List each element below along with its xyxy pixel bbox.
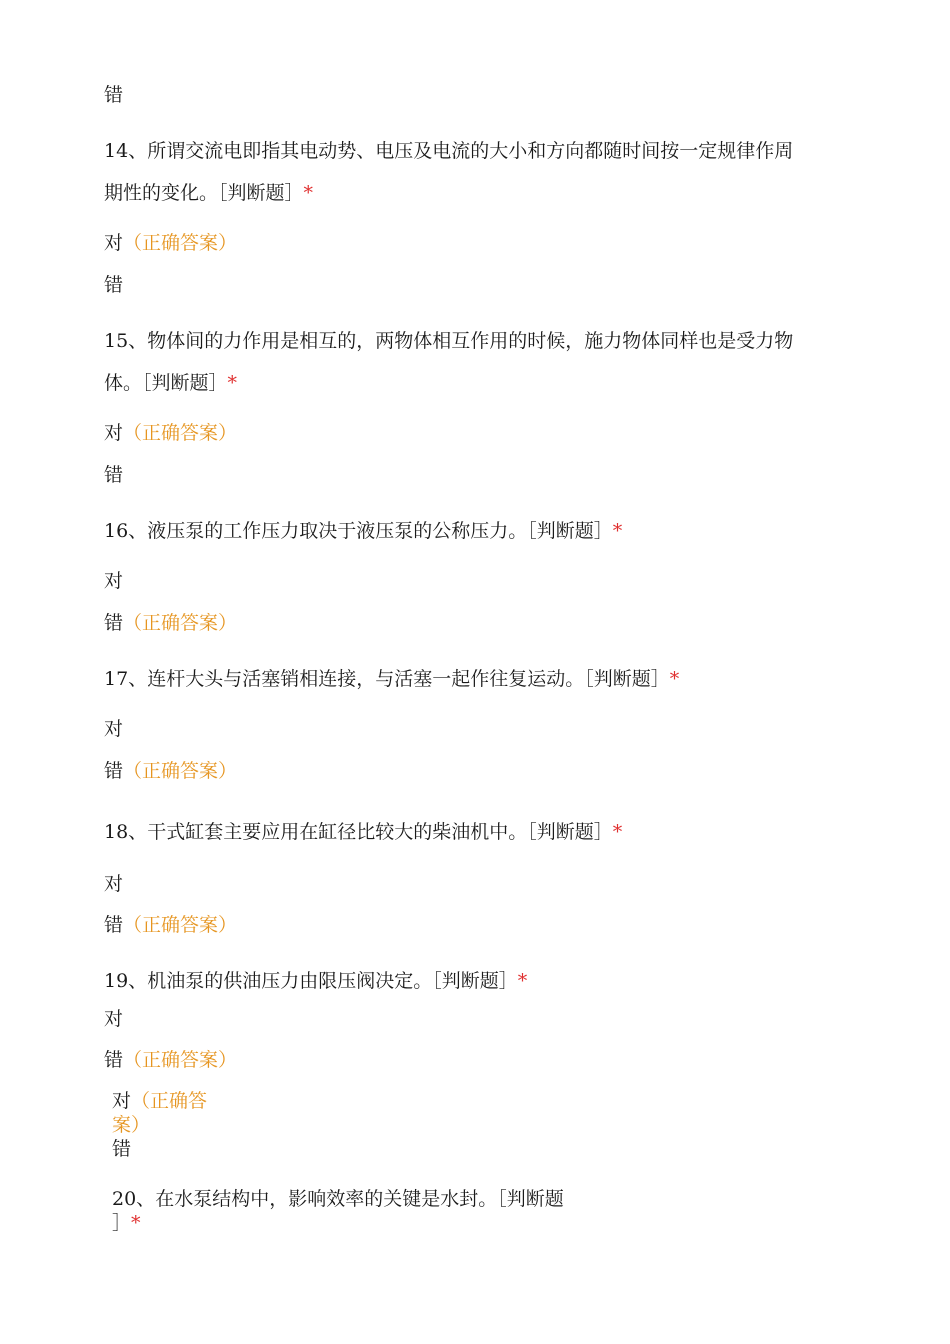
option-label: 对 (104, 873, 124, 895)
question-text: 体。 (104, 372, 143, 394)
q13-option-false[interactable] (104, 83, 123, 107)
correct-answer-tag-part2: 案） (112, 1114, 151, 1136)
question-14-option-false[interactable] (104, 273, 123, 297)
correct-answer-tag: （正确答案） (123, 1049, 238, 1071)
question-text: 物体间的力作用是相互的，两物体相互作用的时候，施力物体同样也是受力物 (147, 330, 794, 352)
question-14-text-line1 (104, 139, 793, 163)
narrow-option-true[interactable] (112, 1089, 207, 1113)
option-label: 对 (104, 232, 124, 254)
question-18-option-false[interactable] (104, 913, 237, 937)
question-number: 16、 (104, 520, 148, 542)
required-mark: * (517, 970, 528, 992)
option-label: 错 (104, 84, 124, 106)
question-16-option-false[interactable] (104, 611, 237, 635)
option-label: 对 (104, 570, 124, 592)
option-label: 错 (104, 612, 124, 634)
question-15-text-line2 (104, 371, 237, 395)
question-number: 18、 (104, 821, 148, 843)
question-text: 连杆大头与活塞销相连接，与活塞一起作往复运动。 (147, 668, 585, 690)
question-type-tag: ［判断题］ (432, 970, 518, 992)
narrow-option-false[interactable] (112, 1137, 131, 1161)
question-number: 14、 (104, 140, 148, 162)
question-20-text-line1 (112, 1187, 564, 1211)
option-label: 对 (104, 1008, 124, 1030)
question-text: 干式缸套主要应用在缸径比较大的柴油机中。 (147, 821, 528, 843)
correct-answer-tag: （正确答案） (123, 422, 238, 444)
question-number: 17、 (104, 668, 148, 690)
correct-answer-tag: （正确答案） (123, 914, 238, 936)
option-label: 错 (112, 1138, 132, 1160)
question-type-tag: ［判断题］ (142, 372, 228, 394)
question-20-text-line2 (112, 1211, 141, 1235)
correct-answer-tag-part1: （正确答 (131, 1090, 208, 1112)
option-label: 错 (104, 760, 124, 782)
option-label: 错 (104, 914, 124, 936)
question-text: 在水泵结构中，影响效率的关键是水封。 (155, 1188, 498, 1210)
question-number: 19、 (104, 970, 148, 992)
correct-answer-tag: （正确答案） (123, 612, 238, 634)
question-19-option-true[interactable] (104, 1007, 123, 1031)
question-text: 期性的变化。 (104, 182, 219, 204)
question-14-option-true[interactable] (104, 231, 237, 255)
question-19-text (104, 969, 527, 993)
option-label: 错 (104, 464, 124, 486)
question-number: 20、 (112, 1188, 156, 1210)
question-type-tag: ［判断题］ (584, 668, 670, 690)
question-19-option-false[interactable] (104, 1048, 237, 1072)
option-label: 对 (112, 1090, 132, 1112)
option-label: 错 (104, 1049, 124, 1071)
question-15-option-false[interactable] (104, 463, 123, 487)
required-mark: * (227, 372, 238, 394)
question-text: 液压泵的工作压力取决于液压泵的公称压力。 (147, 520, 528, 542)
question-16-text (104, 519, 622, 543)
question-17-option-true[interactable] (104, 717, 123, 741)
question-type-tag: ［判断题］ (527, 520, 613, 542)
question-type-tag-part1: ［判断题 (497, 1188, 564, 1210)
question-type-tag: ［判断题］ (218, 182, 304, 204)
narrow-correct-tag-wrap (112, 1113, 150, 1137)
correct-answer-tag: （正确答案） (123, 760, 238, 782)
question-17-option-false[interactable] (104, 759, 237, 783)
question-14-text-line2 (104, 181, 313, 205)
option-label: 错 (104, 274, 124, 296)
question-text: 所谓交流电即指其电动势、电压及电流的大小和方向都随时间按一定规律作周 (147, 140, 794, 162)
question-type-tag-part2: ］ (112, 1212, 132, 1234)
required-mark: * (669, 668, 680, 690)
question-text: 机油泵的供油压力由限压阀决定。 (147, 970, 433, 992)
required-mark: * (131, 1212, 141, 1234)
question-18-option-true[interactable] (104, 872, 123, 896)
option-label: 对 (104, 718, 124, 740)
question-15-option-true[interactable] (104, 421, 237, 445)
question-number: 15、 (104, 330, 148, 352)
option-label: 对 (104, 422, 124, 444)
required-mark: * (612, 520, 623, 542)
correct-answer-tag: （正确答案） (123, 232, 238, 254)
question-type-tag: ［判断题］ (527, 821, 613, 843)
question-17-text (104, 667, 679, 691)
question-16-option-true[interactable] (104, 569, 123, 593)
question-18-text (104, 820, 622, 844)
required-mark: * (612, 821, 623, 843)
question-15-text-line1 (104, 329, 793, 353)
required-mark: * (303, 182, 314, 204)
